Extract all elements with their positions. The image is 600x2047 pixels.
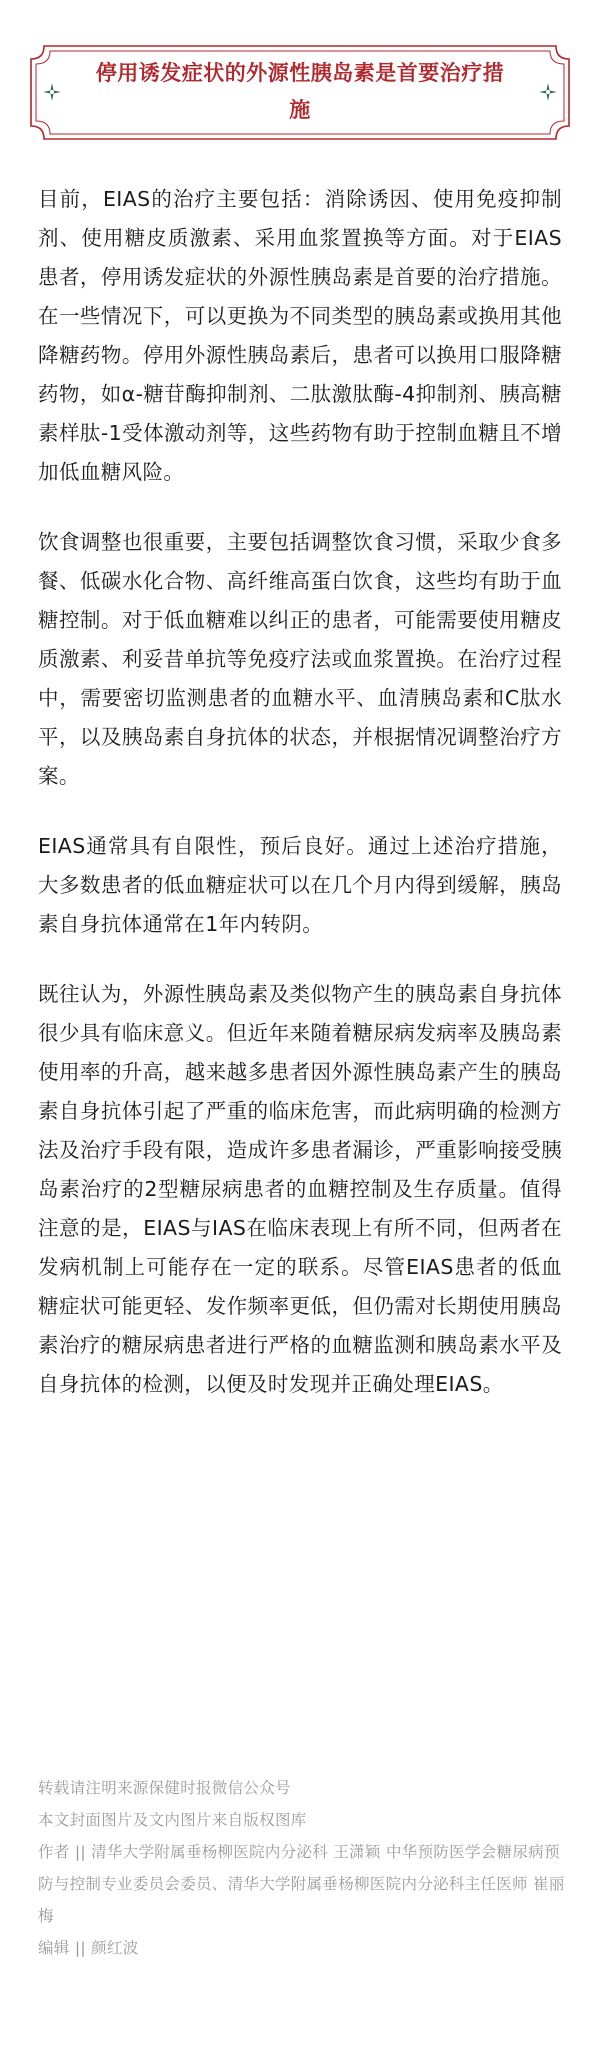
article-credits (38, 1772, 566, 1964)
ornament-left-icon (42, 82, 62, 102)
reprint-notice: 转载请注明来源保健时报微信公众号 (38, 1779, 291, 1797)
ornament-right-icon (538, 82, 558, 102)
paragraph-discussion: 既往认为，外源性胰岛素及类似物产生的胰岛素自身抗体很少具有临床意义。但近年来随着糖尿病发病率及胰岛素使用率的升高，越来越多患者因外源性胰岛素产生的胰岛素自身抗体引起了严重的临床危害，而此病明确的检测方法及治疗手段有限，造成许多患者漏诊，严重影响接受胰岛素治疗的2型糖尿病患者的血糖控制及生存质量。值得注意的是，EIAS与IAS在临床表现上有所不同，但两者在发病机制上可能存在一定的联系。尽管EIAS患者的低血糖症状可能更轻、发作频率更低，但仍需对长期使用胰岛素治疗的糖尿病患者进行严格的血糖监测和胰岛素水平及自身抗体的检测，以便及时发现并正确处理EIAS。 (38, 982, 562, 1396)
paragraph-prognosis: EIAS通常具有自限性，预后良好。通过上述治疗措施，大多数患者的低血糖症状可以在几个月内得到缓解，胰岛素自身抗体通常在1年内转阴。 (38, 834, 562, 936)
editor-credit: 编辑 || 颜红波 (38, 1939, 139, 1957)
image-credit: 本文封面图片及文内图片来自版权图库 (38, 1811, 307, 1829)
section-title: 停用诱发症状的外源性胰岛素是首要治疗措施 (95, 61, 505, 122)
paragraph-treatment: 目前，EIAS的治疗主要包括：消除诱因、使用免疫抑制剂、使用糖皮质激素、采用血浆置换等方面。对于EIAS患者，停用诱发症状的外源性胰岛素是首要的治疗措施。在一些情况下，可以更换为不同类型的胰岛素或换用其他降糖药物。停用外源性胰岛素后，患者可以换用口服降糖药物，如α-糖苷酶抑制剂、二肽激肽酶-4抑制剂、胰高糖素样肽-1受体激动剂等，这些药物有助于控制血糖且不增加低血糖风险。 (38, 187, 562, 484)
paragraph-diet: 饮食调整也很重要，主要包括调整饮食习惯，采取少食多餐、低碳水化合物、高纤维高蛋白饮食，这些均有助于血糖控制。对于低血糖难以纠正的患者，可能需要使用糖皮质激素、利妥昔单抗等免疫疗法或血浆置换。在治疗过程中，需要密切监测患者的血糖水平、血清胰岛素和C肽水平，以及胰岛素自身抗体的状态，并根据情况调整治疗方案。 (38, 530, 562, 788)
article-body (38, 180, 562, 1435)
section-header-banner (30, 45, 570, 140)
author-credit: 作者 || 清华大学附属垂杨柳医院内分泌科 王潇颖 中华预防医学会糖尿病预防与控制专业委员会委员、清华大学附属垂杨柳医院内分泌科主任医师 崔丽梅 (38, 1843, 565, 1925)
